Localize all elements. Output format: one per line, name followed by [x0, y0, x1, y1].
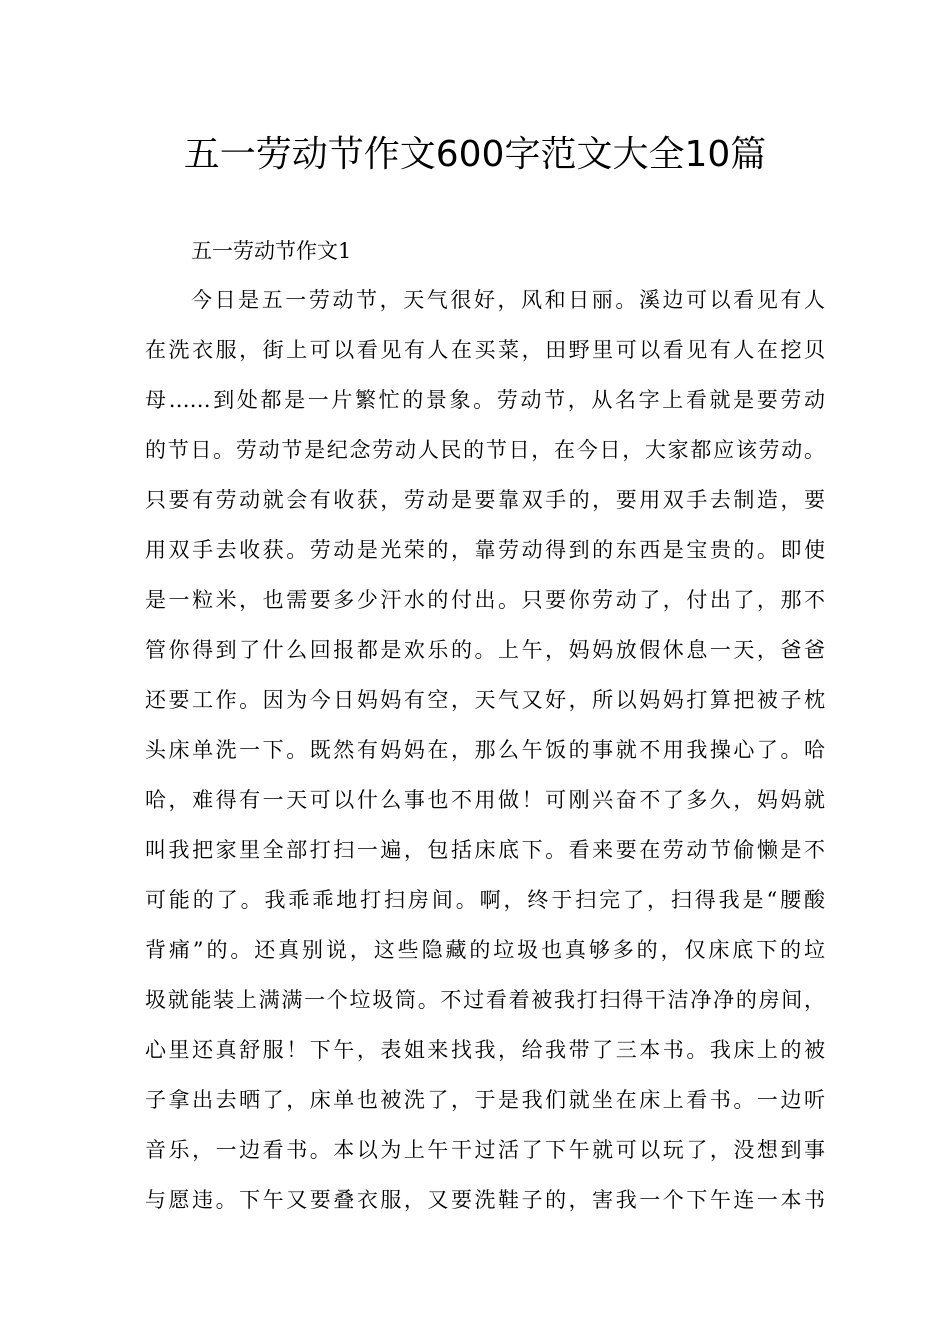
paragraph-line: 在洗衣服，街上可以看见有人在买菜，田野里可以看见有人在挖贝 — [145, 338, 825, 362]
paragraph-line: 管你得到了什么回报都是欢乐的。上午，妈妈放假休息一天，爸爸 — [145, 638, 825, 662]
paragraph-line: 的节日。劳动节是纪念劳动人民的节日，在今日，大家都应该劳动。 — [145, 438, 825, 462]
paragraph-line: 可能的了。我乖乖地打扫房间。啊，终于扫完了，扫得我是“腰酸 — [145, 888, 825, 912]
paragraph-line: 背痛”的。还真别说，这些隐藏的垃圾也真够多的，仅床底下的垃 — [145, 938, 825, 962]
paragraph-line: 母……到处都是一片繁忙的景象。劳动节，从名字上看就是要劳动 — [145, 388, 825, 412]
paragraph-line: 心里还真舒服！下午，表姐来找我，给我带了三本书。我床上的被 — [145, 1038, 825, 1062]
section-heading: 五一劳动节作文1 — [191, 239, 352, 263]
paragraph-line: 圾就能装上满满一个垃圾筒。不过看着被我打扫得干洁净净的房间， — [145, 988, 825, 1012]
paragraph-line: 头床单洗一下。既然有妈妈在，那么午饭的事就不用我操心了。哈 — [145, 738, 825, 762]
paragraph-line: 是一粒米，也需要多少汗水的付出。只要你劳动了，付出了，那不 — [145, 588, 825, 612]
paragraph-line: 音乐，一边看书。本以为上午干过活了下午就可以玩了，没想到事 — [145, 1138, 825, 1162]
paragraph-line: 只要有劳动就会有收获，劳动是要靠双手的，要用双手去制造，要 — [145, 488, 825, 512]
paragraph-line: 用双手去收获。劳动是光荣的，靠劳动得到的东西是宝贵的。即使 — [145, 538, 825, 562]
paragraph-line: 还要工作。因为今日妈妈有空，天气又好，所以妈妈打算把被子枕 — [145, 688, 825, 712]
paragraph-line: 今日是五一劳动节，天气很好，风和日丽。溪边可以看见有人 — [191, 288, 825, 312]
essay-body — [145, 285, 825, 1235]
paragraph-line: 哈，难得有一天可以什么事也不用做！可刚兴奋不了多久，妈妈就 — [145, 788, 825, 812]
paragraph-line: 与愿违。下午又要叠衣服，又要洗鞋子的，害我一个下午连一本书 — [145, 1188, 825, 1212]
paragraph-line: 子拿出去晒了，床单也被洗了，于是我们就坐在床上看书。一边听 — [145, 1088, 825, 1112]
document-title: 五一劳动节作文600字范文大全10篇 — [183, 134, 767, 175]
paragraph-line: 叫我把家里全部打扫一遍，包括床底下。看来要在劳动节偷懒是不 — [145, 838, 825, 862]
